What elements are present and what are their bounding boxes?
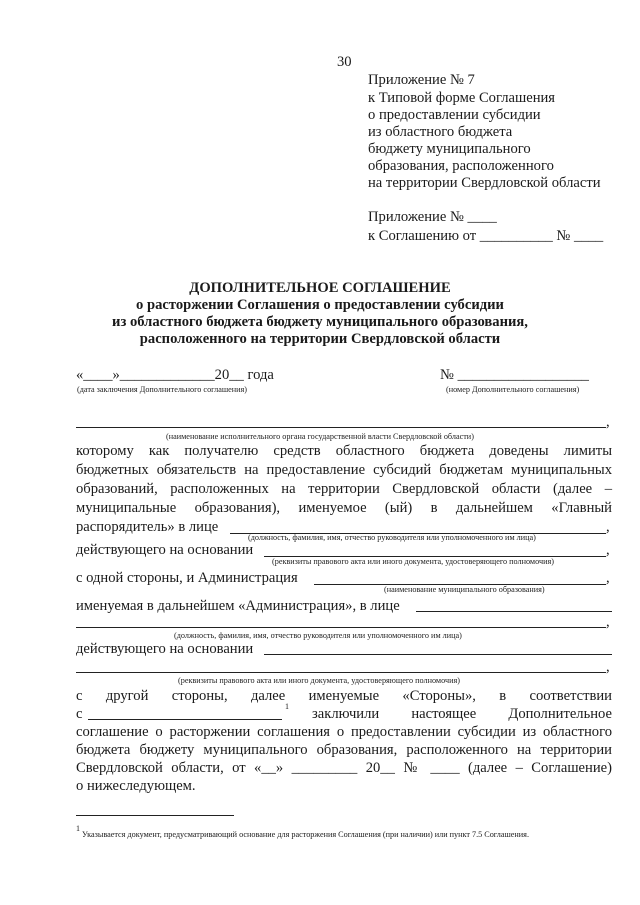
fill-line (76, 627, 606, 628)
appendix-line: о предоставлении субсидии (368, 107, 541, 123)
appendix-line: Приложение № 7 (368, 72, 475, 88)
paragraph-line: с другой стороны, далее именуемые «Стороны», в соответствии (76, 688, 612, 704)
comma: , (606, 519, 610, 535)
comma: , (606, 414, 610, 430)
paragraph-line: которому как получателю средств областного бюджета доведены лимиты (76, 443, 612, 459)
acting-basis-label-2: действующего на основании (76, 641, 254, 657)
footnote (76, 823, 616, 840)
title-line: расположенного на территории Свердловской области (139, 331, 501, 347)
date-hint: (дата заключения Дополнительного соглашения) (77, 385, 248, 394)
number-line: № __________________ (440, 367, 589, 383)
date-line: «____»_____________20__ года (76, 367, 274, 383)
paragraph-line: Свердловской области, от «__» _________ 20__ № ____ (далее – Соглашение) (76, 760, 612, 776)
fill-line (88, 719, 282, 720)
page-number: 30 (337, 54, 352, 70)
paragraph-line: бюджета бюджету муниципального образования, расположенного на территории (76, 742, 612, 758)
paragraph-line: муниципальные образования), именуемое (ый) в дальнейшем «Главный (76, 500, 612, 516)
paragraph-line: образований, расположенных на территории Свердловской области (далее – (76, 481, 612, 497)
appendix-line: на территории Свердловской области (368, 175, 601, 191)
fill-line (264, 654, 612, 655)
footnote-mark: 1 (76, 824, 80, 833)
title-line: о расторжении Соглашения о предоставлении субсидии (136, 297, 504, 313)
appendix2-line: к Соглашению от __________ № ____ (368, 228, 604, 244)
fill-line (416, 611, 612, 612)
paragraph-line: распорядитель» в лице (76, 519, 219, 535)
position-hint-2: (должность, фамилия, имя, отчество руководителя или уполномоченного им лица) (174, 631, 462, 640)
number-hint: (номер Дополнительного соглашения) (446, 385, 580, 394)
comma: , (606, 570, 610, 586)
footnote-text: Указывается документ, предусматривающий основание для расторжения Соглашения (при наличии) или пункт 7.5 Соглашения. (82, 830, 529, 839)
executive-body-hint: (наименование исполнительного органа государственной власти Свердловской области) (166, 432, 474, 441)
acting-basis-label: действующего на основании (76, 542, 254, 558)
appendix2-line: Приложение № ____ (368, 209, 497, 225)
appendix-line: к Типовой форме Соглашения (368, 90, 556, 106)
appendix-line: из областного бюджета (368, 124, 513, 140)
footnote-ref: 1 (285, 702, 289, 711)
title-line: ДОПОЛНИТЕЛЬНОЕ СОГЛАШЕНИЕ (189, 280, 451, 296)
comma: , (606, 542, 610, 558)
admin-named-label: именуемая в дальнейшем «Администрация», в лице (76, 598, 400, 614)
comma: , (606, 614, 610, 630)
paragraph-words: заключили настоящее Дополнительное (312, 706, 612, 722)
appendix-line: образования, расположенного (368, 158, 554, 174)
position-hint: (должность, фамилия, имя, отчество руководителя или уполномоченного им лица) (248, 533, 536, 542)
appendix-line: бюджету муниципального (368, 141, 531, 157)
executive-body-line (76, 427, 606, 428)
one-side-label: с одной стороны, и Администрация (76, 570, 298, 586)
paragraph-line: бюджетных обязательств на предоставление субсидий бюджетам муниципальных (76, 462, 612, 478)
paragraph-line: о нижеследующем. (76, 778, 196, 794)
municipal-hint: (наименование муниципального образования) (384, 585, 545, 594)
comma: , (606, 659, 610, 675)
footnote-divider (76, 815, 234, 816)
title-line: из областного бюджета бюджету муниципального образования, (112, 314, 528, 330)
fill-line (76, 672, 606, 673)
basis-hint-2: (реквизиты правового акта или иного документа, удостоверяющего полномочия) (178, 676, 460, 685)
paragraph-line: соглашение о расторжении соглашения о предоставлении субсидии из областного (76, 724, 612, 740)
basis-hint: (реквизиты правового акта или иного документа, удостоверяющего полномочия) (272, 557, 554, 566)
paragraph-word: с (76, 706, 83, 722)
